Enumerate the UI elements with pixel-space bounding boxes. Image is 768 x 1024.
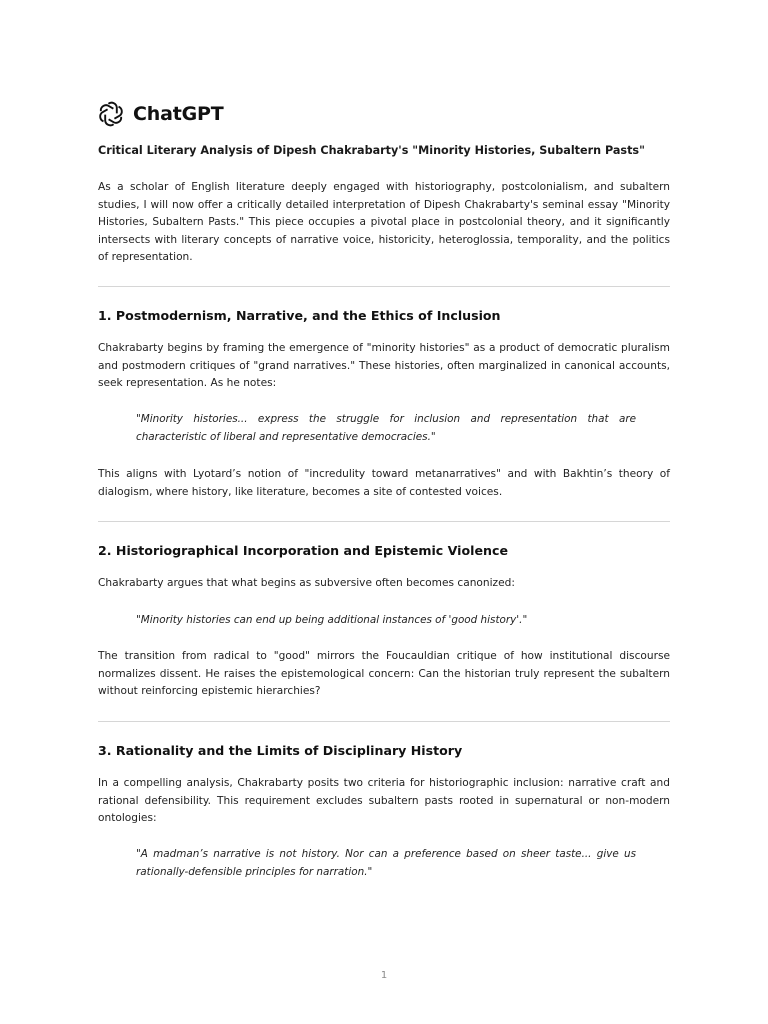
section-2-paragraph-1: Chakrabarty argues that what begins as subversive often becomes canonized: <box>98 577 515 589</box>
document-title: Critical Literary Analysis of Dipesh Chakrabarty's "Minority Histories, Subaltern Pasts" <box>98 144 645 157</box>
brand-name: ChatGPT <box>133 103 224 125</box>
section-1-paragraph-1: Chakrabarty begins by framing the emergence of "minority histories" as a product of democratic pluralism and postmodern critiques of "grand narratives." These histories, often marginalized in canonical accounts, seek representation. As he notes: <box>98 342 670 390</box>
section-3-heading: 3. Rationality and the Limits of Disciplinary History <box>98 743 463 758</box>
section-1-paragraph-2: This aligns with Lyotard’s notion of "incredulity toward metanarratives" and with Bakhtin’s theory of dialogism, where history, like literature, becomes a site of contested voices. <box>98 468 670 498</box>
section-1-quote: "Minority histories... express the struggle for inclusion and representation that are characteristic of liberal and representative democracies." <box>136 413 636 443</box>
brand-header <box>98 100 223 128</box>
section-2-quote: "Minority histories can end up being additional instances of 'good history'." <box>136 614 528 626</box>
section-1-heading: 1. Postmodernism, Narrative, and the Ethics of Inclusion <box>98 308 501 323</box>
section-3-paragraph-1: In a compelling analysis, Chakrabarty posits two criteria for historiographic inclusion: narrative craft and rational defensibility. This requirement excludes subaltern pasts rooted in supernatural or non-modern ontologies: <box>98 777 670 825</box>
section-divider <box>98 721 670 722</box>
intro-paragraph: As a scholar of English literature deeply engaged with historiography, postcolonialism, and subaltern studies, I will now offer a critically detailed interpretation of Dipesh Chakrabarty's seminal essay "Minority Histories, Subaltern Pasts." This piece occupies a pivotal place in postcolonial theory, and it significantly intersects with literary concepts of narrative voice, historicity, heteroglossia, temporality, and the politics of representation. <box>98 181 670 264</box>
document-page <box>98 0 670 1024</box>
section-divider <box>98 286 670 287</box>
section-3-quote: "A madman’s narrative is not history. Nor can a preference based on sheer taste... give us rationally-defensible principles for narration." <box>136 848 636 878</box>
section-divider <box>98 521 670 522</box>
page-number: 1 <box>380 970 388 981</box>
section-2-heading: 2. Historiographical Incorporation and Epistemic Violence <box>98 543 508 558</box>
openai-logo-icon <box>98 101 124 127</box>
section-2-paragraph-2: The transition from radical to "good" mirrors the Foucauldian critique of how institutional discourse normalizes dissent. He raises the epistemological concern: Can the historian truly represent the subaltern without reinforcing epistemic hierarchies? <box>98 650 670 698</box>
